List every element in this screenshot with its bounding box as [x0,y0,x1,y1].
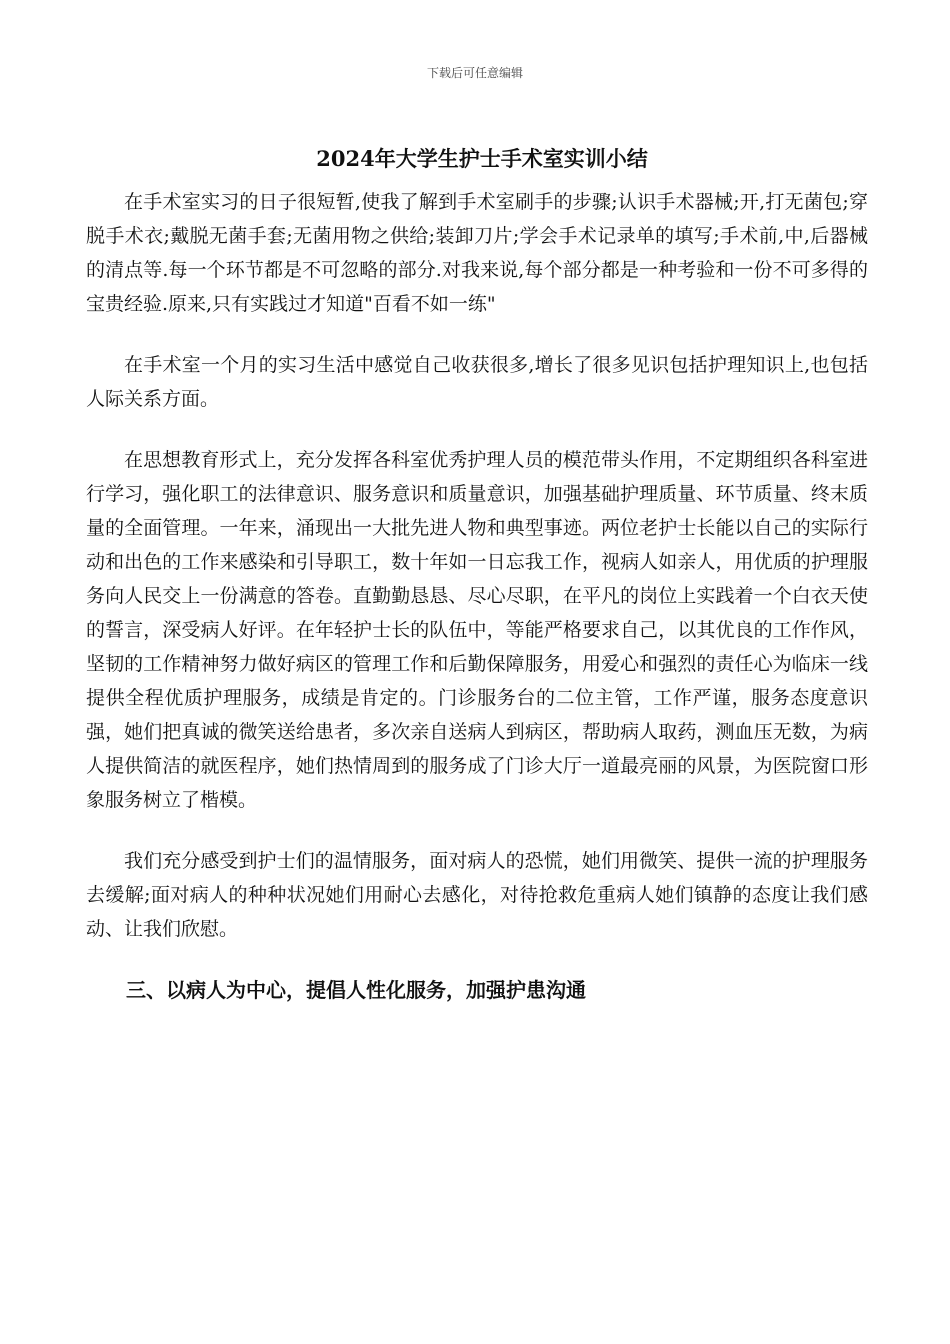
paragraph-2: 在手术室一个月的实习生活中感觉自己收获很多,增长了很多见识包括护理知识上,也包括人际关系方面。 [86,354,868,410]
paragraph-4: 我们充分感受到护士们的温情服务，面对病人的恐慌，她们用微笑、提供一流的护理服务去缓解;面对病人的种种状况她们用耐心去感化，对待抢救危重病人她们镇静的态度让我们感动、让我们欣慰。 [86,850,868,940]
document-body [86,185,868,1007]
paragraph-1: 在手术室实习的日子很短暂,使我了解到手术室刷手的步骤;认识手术器械;开,打无菌包;穿脱手术衣;戴脱无菌手套;无菌用物之供给;装卸刀片;学会手术记录单的填写;手术前,中,后器械的清点等.每一个环节都是不可忽略的部分.对我来说,每个部分都是一种考验和一份不可多得的宝贵经验.原来,只有实践过才知道"百看不如一练" [86,191,868,315]
section-heading: 三、以病人为中心，提倡人性化服务，加强护患沟通 [126,978,586,1002]
document-title: 2024年大学生护士手术室实训小结 [316,146,648,171]
header-note: 下载后可任意编辑 [426,66,523,80]
paragraph-3: 在思想教育形式上，充分发挥各科室优秀护理人员的模范带头作用，不定期组织各科室进行学习，强化职工的法律意识、服务意识和质量意识，加强基础护理质量、环节质量、终末质量的全面管理。一年来，涌现出一大批先进人物和典型事迹。两位老护士长能以自己的实际行动和出色的工作来感染和引导职工，数十年如一日忘我工作，视病人如亲人，用优质的护理服务向人民交上一份满意的答卷。直勤勤恳恳、尽心尽职，在平凡的岗位上实践着一个白衣天使的誓言，深受病人好评。在年轻护士长的队伍中，等能严格要求自己，以其优良的工作作风，坚韧的工作精神努力做好病区的管理工作和后勤保障服务，用爱心和强烈的责任心为临床一线提供全程优质护理服务，成绩是肯定的。门诊服务台的二位主管，工作严谨，服务态度意识强，她们把真诚的微笑送给患者，多次亲自送病人到病区，帮助病人取药，测血压无数，为病人提供简洁的就医程序，她们热情周到的服务成了门诊大厅一道最亮丽的风景，为医院窗口形象服务树立了楷模。 [86,449,868,811]
